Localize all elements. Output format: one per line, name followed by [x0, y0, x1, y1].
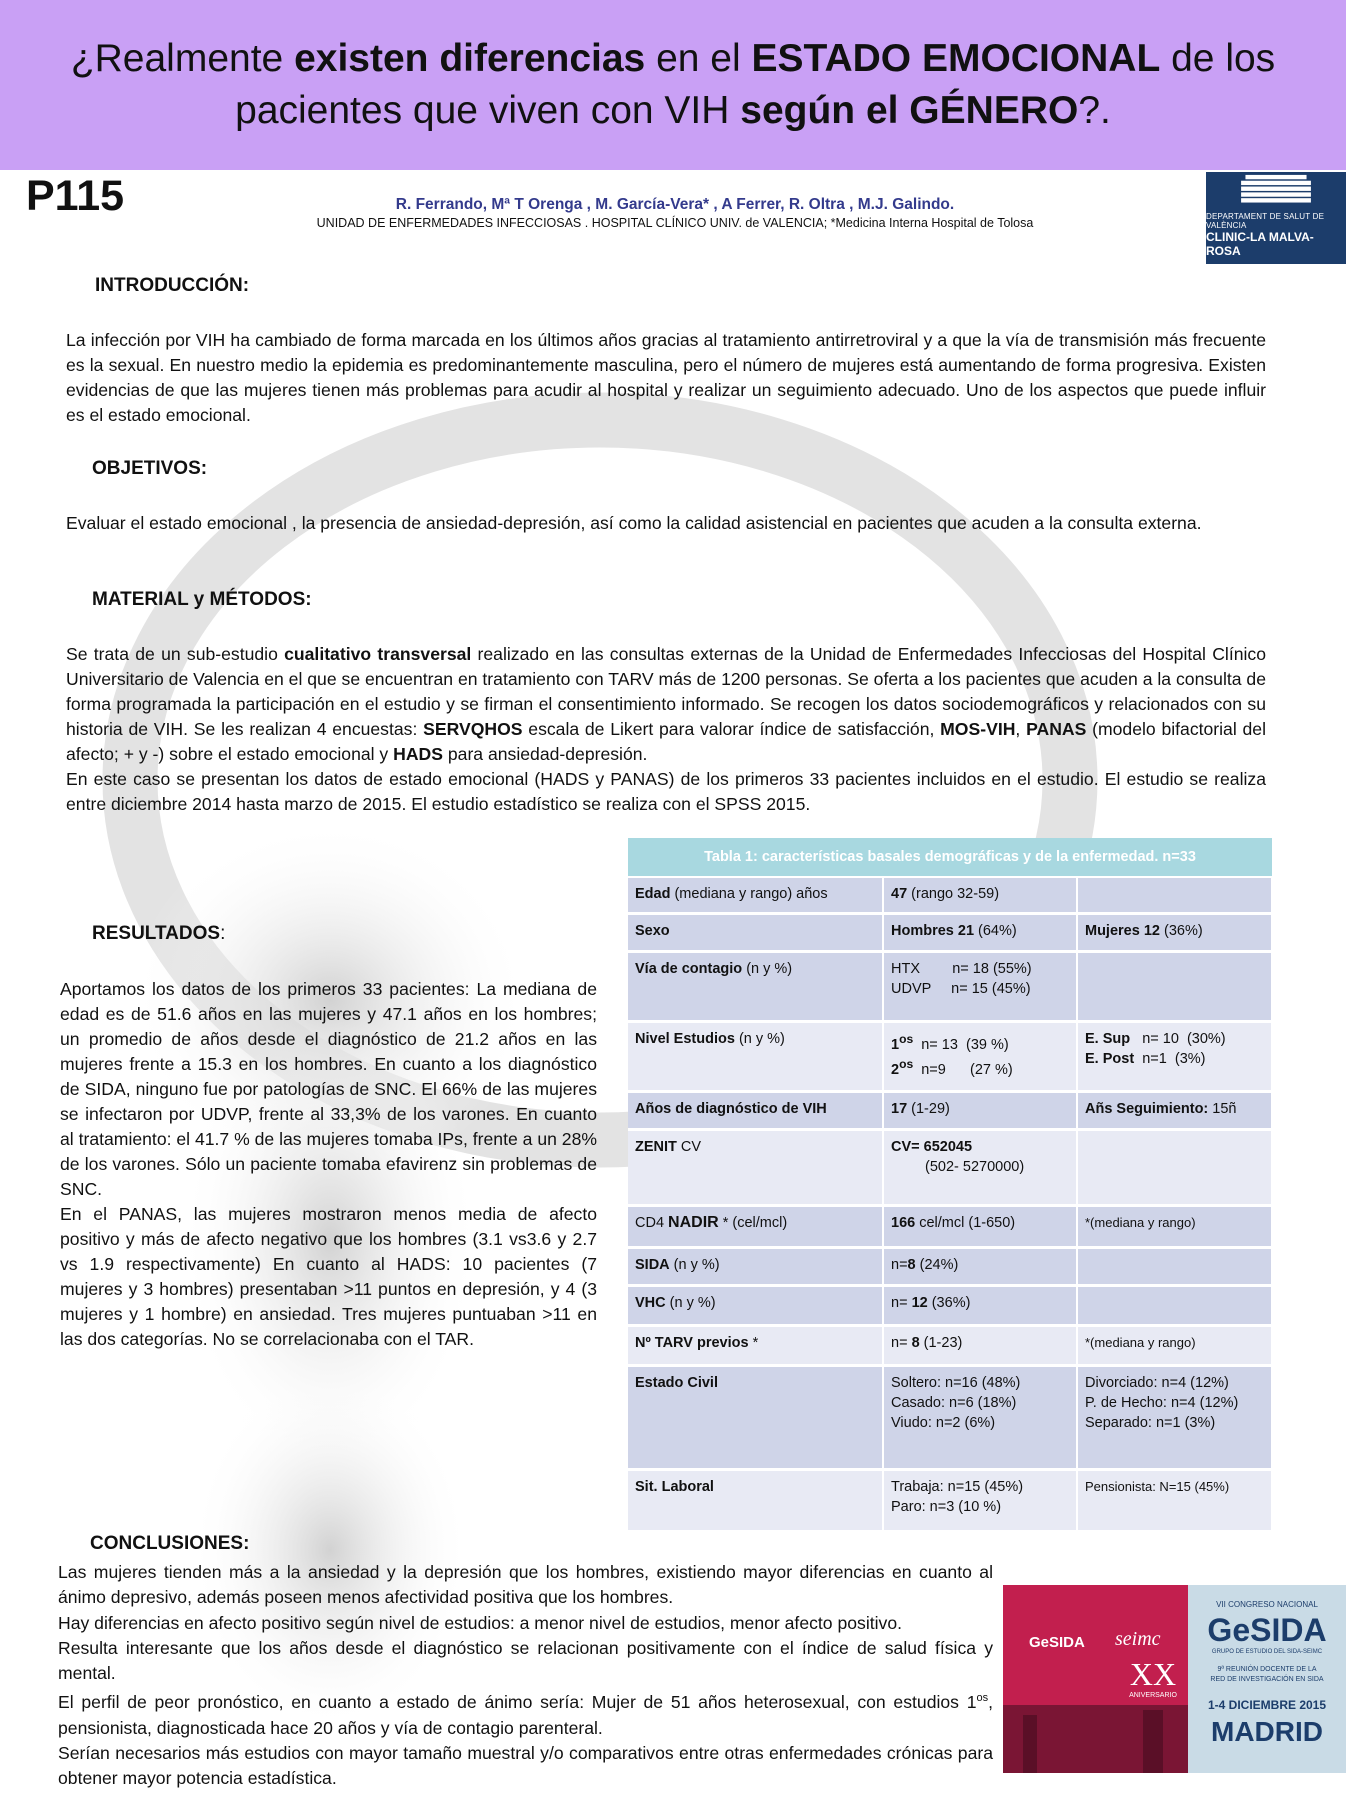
cell-text: (n y %) — [665, 1294, 716, 1311]
introduccion-heading: INTRODUCCIÓN: — [95, 275, 250, 296]
resultados-text — [60, 977, 597, 1352]
cell-text: 15ñ — [1208, 1100, 1237, 1117]
title-text: de los pacientes que viven con VIH — [235, 37, 1276, 132]
cell-text: (mediana y rango) años — [670, 886, 828, 902]
conclusiones-heading: CONCLUSIONES: — [90, 1533, 250, 1554]
table-cell — [628, 913, 883, 951]
cell-text: (36%) — [927, 1294, 971, 1311]
table-cell — [628, 1285, 883, 1325]
cell-text: CV — [676, 1138, 702, 1155]
conclusiones-paragraph — [58, 1686, 993, 1740]
cell-text: (rango 32-59) — [907, 886, 1000, 902]
table-cell — [1077, 1091, 1272, 1129]
cell-text: Paro: n=3 (10 %) — [891, 1498, 1002, 1515]
table-cell — [628, 1091, 883, 1129]
metodos-heading: MATERIAL y MÉTODOS: — [92, 589, 312, 610]
cell-text: CD4 — [635, 1214, 669, 1231]
conclusiones-text — [58, 1560, 993, 1792]
cell-bold: VHC — [635, 1294, 666, 1311]
cell-bold: 8 — [907, 1256, 916, 1273]
table-cell — [1077, 1285, 1272, 1325]
title-text: ¿Realmente — [70, 37, 295, 80]
table-cell — [628, 877, 883, 913]
title-bold: ESTADO EMOCIONAL — [751, 37, 1161, 80]
affiliation: UNIDAD DE ENFERMEDADES INFECCIOSAS . HOSPITAL CLÍNICO UNIV. de VALENCIA; *Medicina Interna Hospital de Tolosa — [316, 216, 1034, 230]
cell-bold: Años de diagnóstico de VIH — [635, 1100, 827, 1117]
cell-text: (n y %) — [742, 960, 793, 977]
conclusiones-paragraph: Resulta interesante que los años desde el diagnóstico se relacionan positivamente con el índice de salud física y mental. — [58, 1637, 993, 1684]
congreso-label: VII CONGRESO NACIONAL — [1216, 1600, 1318, 1609]
table-cell — [883, 1285, 1077, 1325]
cell-text: n=1 (3%) — [1134, 1050, 1206, 1067]
congress-banner — [1003, 1585, 1346, 1773]
cell-text: n= — [891, 1256, 908, 1273]
cell-text: Trabaja: n=15 (45%) — [891, 1478, 1024, 1495]
logo-department-text: DEPARTAMENT DE SALUT DE VALÈNCIA — [1206, 212, 1325, 230]
metodos-paragraph-2: En este caso se presentan los datos de estado emocional (HADS y PANAS) de los primeros 33 pacientes incluidos en el estudio. El estudio se realiza entre diciembre 2014 hasta marzo de 2015. El estudio estadístico se realiza con el SPSS 2015. — [66, 769, 1266, 814]
cell-bold: Nivel Estudios — [635, 1030, 735, 1047]
cell-text: n= — [891, 1334, 912, 1351]
table-cell — [1077, 913, 1272, 951]
cell-bold: 17 — [891, 1100, 908, 1117]
cell-text: UDVP n= 15 (45%) — [891, 980, 1031, 997]
aniversario-label: ANIVERSARIO — [1129, 1692, 1177, 1699]
table-cell — [883, 1469, 1077, 1531]
resultados-heading-colon: : — [220, 923, 226, 944]
metodos-span: (modelo bifactorial del afecto; + y -) sobre el estado emocional y — [66, 719, 1266, 764]
table-cell — [1077, 1129, 1272, 1205]
cell-text: n= — [891, 1294, 912, 1311]
table-cell: *(mediana y rango) — [1077, 1325, 1272, 1365]
cell-bold: NADIR — [668, 1213, 719, 1231]
objetivos-heading: OBJETIVOS: — [92, 458, 208, 479]
table-row — [628, 1021, 1272, 1091]
cell-text: (1-29) — [907, 1100, 950, 1117]
cell-bold: Edad — [635, 886, 671, 902]
table-row — [628, 1365, 1272, 1469]
cell-text: n= 10 (30%) — [1130, 1030, 1226, 1047]
cell-text: (64%) — [974, 922, 1017, 939]
table-row — [628, 1285, 1272, 1325]
cell-bold: E. Post — [1085, 1050, 1135, 1067]
table-row — [628, 877, 1272, 913]
cell-bold: Sexo — [635, 922, 670, 939]
cell-text: n= 13 (39 %) — [913, 1036, 1009, 1053]
gesida-big-logo: GeSIDA — [1207, 1612, 1327, 1648]
cell-text: (n y %) — [669, 1256, 720, 1273]
table-cell — [628, 1247, 883, 1285]
table-cell: *(mediana y rango) — [1077, 1205, 1272, 1247]
table-cell — [883, 951, 1077, 1021]
hospital-building-icon — [1224, 172, 1328, 204]
title-banner — [0, 0, 1346, 170]
gesida-small-logo: GeSIDA — [1029, 1634, 1085, 1651]
metodos-text — [66, 642, 1266, 817]
table-cell — [1077, 1365, 1272, 1469]
cell-superscript: os — [899, 1031, 914, 1046]
table-row — [628, 1247, 1272, 1285]
cell-bold: 8 — [911, 1334, 920, 1351]
table-cell — [883, 913, 1077, 951]
cell-bold: 47 — [891, 886, 908, 902]
table-cell — [628, 1129, 883, 1205]
cell-bold: ZENIT — [635, 1138, 677, 1155]
table-cell — [883, 1247, 1077, 1285]
title-text: en el — [645, 37, 752, 80]
conclusiones-paragraph: Serían necesarios más estudios con mayor tamaño muestral y/o comparativos entre otras enfermedades crónicas para obtener mayor potencia estadística. — [58, 1742, 993, 1789]
cell-bold: 2 — [891, 1062, 900, 1079]
reunion-label-1: 9ª REUNIÓN DOCENTE DE LA — [1217, 1666, 1317, 1673]
cell-text: HTX n= 18 (55%) — [891, 960, 1032, 977]
grupo-label: GRUPO DE ESTUDIO DEL SIDA-SEIMC — [1211, 1649, 1323, 1655]
table-cell — [628, 1469, 883, 1531]
conclusiones-paragraph: Las mujeres tienden más a la ansiedad y la depresión que los hombres, existiendo mayor diferencias en cuanto al ánimo depresivo, además poseen menos afectividad positiva que los hombres. — [58, 1562, 993, 1608]
cell-bold: Mujeres 12 — [1085, 922, 1160, 939]
objetivos-text: Evaluar el estado emocional , la presencia de ansiedad-depresión, así como la calidad asistencial en pacientes que acuden a la consulta externa. — [66, 513, 1202, 533]
cell-bold: Hombres 21 — [891, 922, 975, 939]
cell-text: Soltero: n=16 (48%) — [891, 1374, 1021, 1391]
table-cell — [628, 1365, 883, 1469]
table-row — [628, 913, 1272, 951]
conclusiones-span: , pensionista, diagnosticada hace 20 años y vía de contagio parenteral. — [58, 1692, 993, 1738]
cell-bold: 166 — [891, 1214, 916, 1231]
cell-text: (36%) — [1159, 922, 1203, 939]
cell-text: * (cel/mcl) — [718, 1214, 788, 1231]
table-cell — [883, 1091, 1077, 1129]
cell-text: Viudo: n=2 (6%) — [891, 1414, 996, 1431]
table-row — [628, 1205, 1272, 1247]
seimc-logo: seimc — [1115, 1628, 1161, 1650]
cell-text: (24%) — [915, 1256, 959, 1273]
metodos-span: realizado en las consultas externas de la Unidad de Enfermedades Infecciosas del Hospital Clínico Universitario de Valencia en el que se encuentran en tratamiento con TARV más de 1200 personas. Se oferta a los pacientes que acuden a la consulta de forma programada la participación en el estudio y se firman el consentimiento informado. Se recogen los datos sociodemográficos y relacionados con su historia de VIH. Se les realizan 4 encuestas: — [66, 644, 1266, 739]
table-cell — [1077, 1247, 1272, 1285]
table-caption: Tabla 1: características basales demográficas y de la enfermedad. n=33 — [628, 838, 1272, 877]
cell-text: Divorciado: n=4 (12%) — [1085, 1374, 1229, 1391]
cell-text: * — [748, 1334, 759, 1351]
cell-bold: CV= 652045 — [891, 1138, 973, 1155]
table-cell — [1077, 951, 1272, 1021]
metodos-bold: cualitativo transversal — [284, 644, 472, 664]
table-cell — [883, 1021, 1077, 1091]
metodos-span: , — [1015, 719, 1027, 739]
table-cell: Pensionista: N=15 (45%) — [1077, 1469, 1272, 1531]
cell-bold: 1 — [891, 1036, 900, 1053]
cell-bold: 12 — [911, 1294, 928, 1311]
conclusiones-superscript: os — [976, 1692, 989, 1705]
cell-text: Casado: n=6 (18%) — [891, 1394, 1017, 1411]
title-bold: según el GÉNERO — [740, 89, 1079, 132]
cell-superscript: os — [899, 1057, 914, 1072]
metodos-span: para ansiedad-depresión. — [442, 744, 648, 764]
title-bold: existen diferencias — [294, 37, 646, 80]
logo-hospital-name: CLINIC-LA MALVA-ROSA — [1206, 230, 1314, 258]
table-cell — [628, 1325, 883, 1365]
cell-bold: Estado Civil — [635, 1374, 718, 1391]
cell-bold: SIDA — [635, 1256, 670, 1273]
table-row — [628, 951, 1272, 1021]
introduccion-text: La infección por VIH ha cambiado de forma marcada en los últimos años gracias al tratamiento antirretroviral y a que la vía de transmisión más frecuente es la sexual. En nuestro medio la epidemia es predominantemente masculina, pero el número de mujeres está aumentando de forma progresiva. Existen evidencias de que las mujeres tienen más problemas para acudir al hospital y realizar un seguimiento adecuado. Uno de los aspectos que puede influir es el estado emocional. — [66, 330, 1266, 425]
cell-bold: Nº TARV previos — [635, 1334, 749, 1351]
cell-text: (1-23) — [919, 1334, 963, 1351]
table-cell — [883, 1205, 1077, 1247]
table-row — [628, 1129, 1272, 1205]
conclusiones-paragraph: Hay diferencias en afecto positivo según nivel de estudios: a menor nivel de estudios, menor afecto positivo. — [58, 1612, 903, 1633]
resultados-paragraph-1: Aportamos los datos de los primeros 33 pacientes: La mediana de edad es de 51.6 años en las mujeres y 47.1 años en los hombres; un promedio de años desde el diagnóstico de 21.2 años en las mujeres frente a 15.3 en los hombres. En cuanto a los diagnóstico de SIDA, ninguno fue por patologías de SNC. El 66% de las mujeres se infectaron por UDVP, frente al 33,3% de los varones. En cuanto al tratamiento: el 41.7 % de las mujeres tomaba IPs, frente a un 28% de los varones. Sólo un paciente tomaba efavirenz sin problemas de SNC. — [60, 979, 597, 1199]
cell-bold: Vía de contagio — [635, 960, 743, 977]
table-cell — [883, 877, 1077, 913]
metodos-span: Se trata de un sub-estudio — [66, 644, 285, 664]
metodos-bold: SERVQHOS — [423, 719, 523, 739]
resultados-paragraph-2: En el PANAS, las mujeres mostraron menos media de afecto positivo y más de afecto negativo que los hombres (3.1 vs3.6 y 2.7 vs 1.9 respectivamente) En cuanto al HADS: 10 pacientes (7 mujeres y 3 hombres) presentaban >11 puntos en depresión, y 4 (3 mujeres y 1 hombre) en ansiedad. Tres mujeres puntuaban >11 en las dos categorías. No se correlacionaba con el TAR. — [60, 1204, 597, 1349]
table-row — [628, 1091, 1272, 1129]
cell-bold: Añs Seguimiento: — [1085, 1100, 1209, 1117]
reunion-label-2: RED DE INVESTIGACIÓN EN SIDA — [1210, 1676, 1324, 1683]
cell-text: (502- 5270000) — [925, 1158, 1025, 1175]
cell-text: Separado: n=1 (3%) — [1085, 1414, 1216, 1431]
metodos-span: escala de Likert para valorar índice de satisfacción, — [522, 719, 941, 739]
cell-bold: Sit. Laboral — [635, 1478, 714, 1495]
poster-title — [0, 33, 1346, 137]
cell-text: P. de Hecho: n=4 (12%) — [1085, 1394, 1239, 1411]
title-text: ?. — [1078, 89, 1111, 132]
table-cell — [1077, 1021, 1272, 1091]
resultados-heading — [92, 923, 225, 945]
table-cell — [883, 1365, 1077, 1469]
table-cell — [628, 1205, 883, 1247]
authors: R. Ferrando, Mª T Orenga , M. García-Vera* , A Ferrer, R. Oltra , M.J. Galindo. — [395, 196, 955, 213]
conclusiones-span: El perfil de peor pronóstico, en cuanto a estado de ánimo sería: Mujer de 51 años heterosexual, con estudios 1 — [58, 1692, 977, 1713]
cell-text: (n y %) — [734, 1030, 785, 1047]
table-cell — [1077, 877, 1272, 913]
metodos-bold: MOS-VIH — [940, 719, 1016, 739]
congress-dates: 1-4 DICIEMBRE 2015 — [1207, 1698, 1327, 1712]
table-row — [628, 1469, 1272, 1531]
table-cell — [628, 951, 883, 1021]
congress-city: MADRID — [1211, 1716, 1323, 1747]
table-cell — [883, 1129, 1077, 1205]
table-cell — [883, 1325, 1077, 1365]
resultados-heading-text: RESULTADOS — [92, 923, 221, 944]
cell-bold: E. Sup — [1085, 1030, 1131, 1047]
table-cell — [628, 1021, 883, 1091]
poster-id: P115 — [26, 172, 125, 220]
baseline-characteristics-table — [628, 838, 1273, 1533]
table-row — [628, 1325, 1272, 1365]
xx-anniversary-mark: XX — [1129, 1656, 1177, 1692]
cell-text: cel/mcl (1-650) — [915, 1214, 1016, 1231]
metodos-bold: PANAS — [1026, 719, 1087, 739]
metodos-bold: HADS — [393, 744, 443, 764]
hospital-logo — [1206, 172, 1346, 264]
cell-text: n=9 (27 %) — [913, 1062, 1013, 1079]
